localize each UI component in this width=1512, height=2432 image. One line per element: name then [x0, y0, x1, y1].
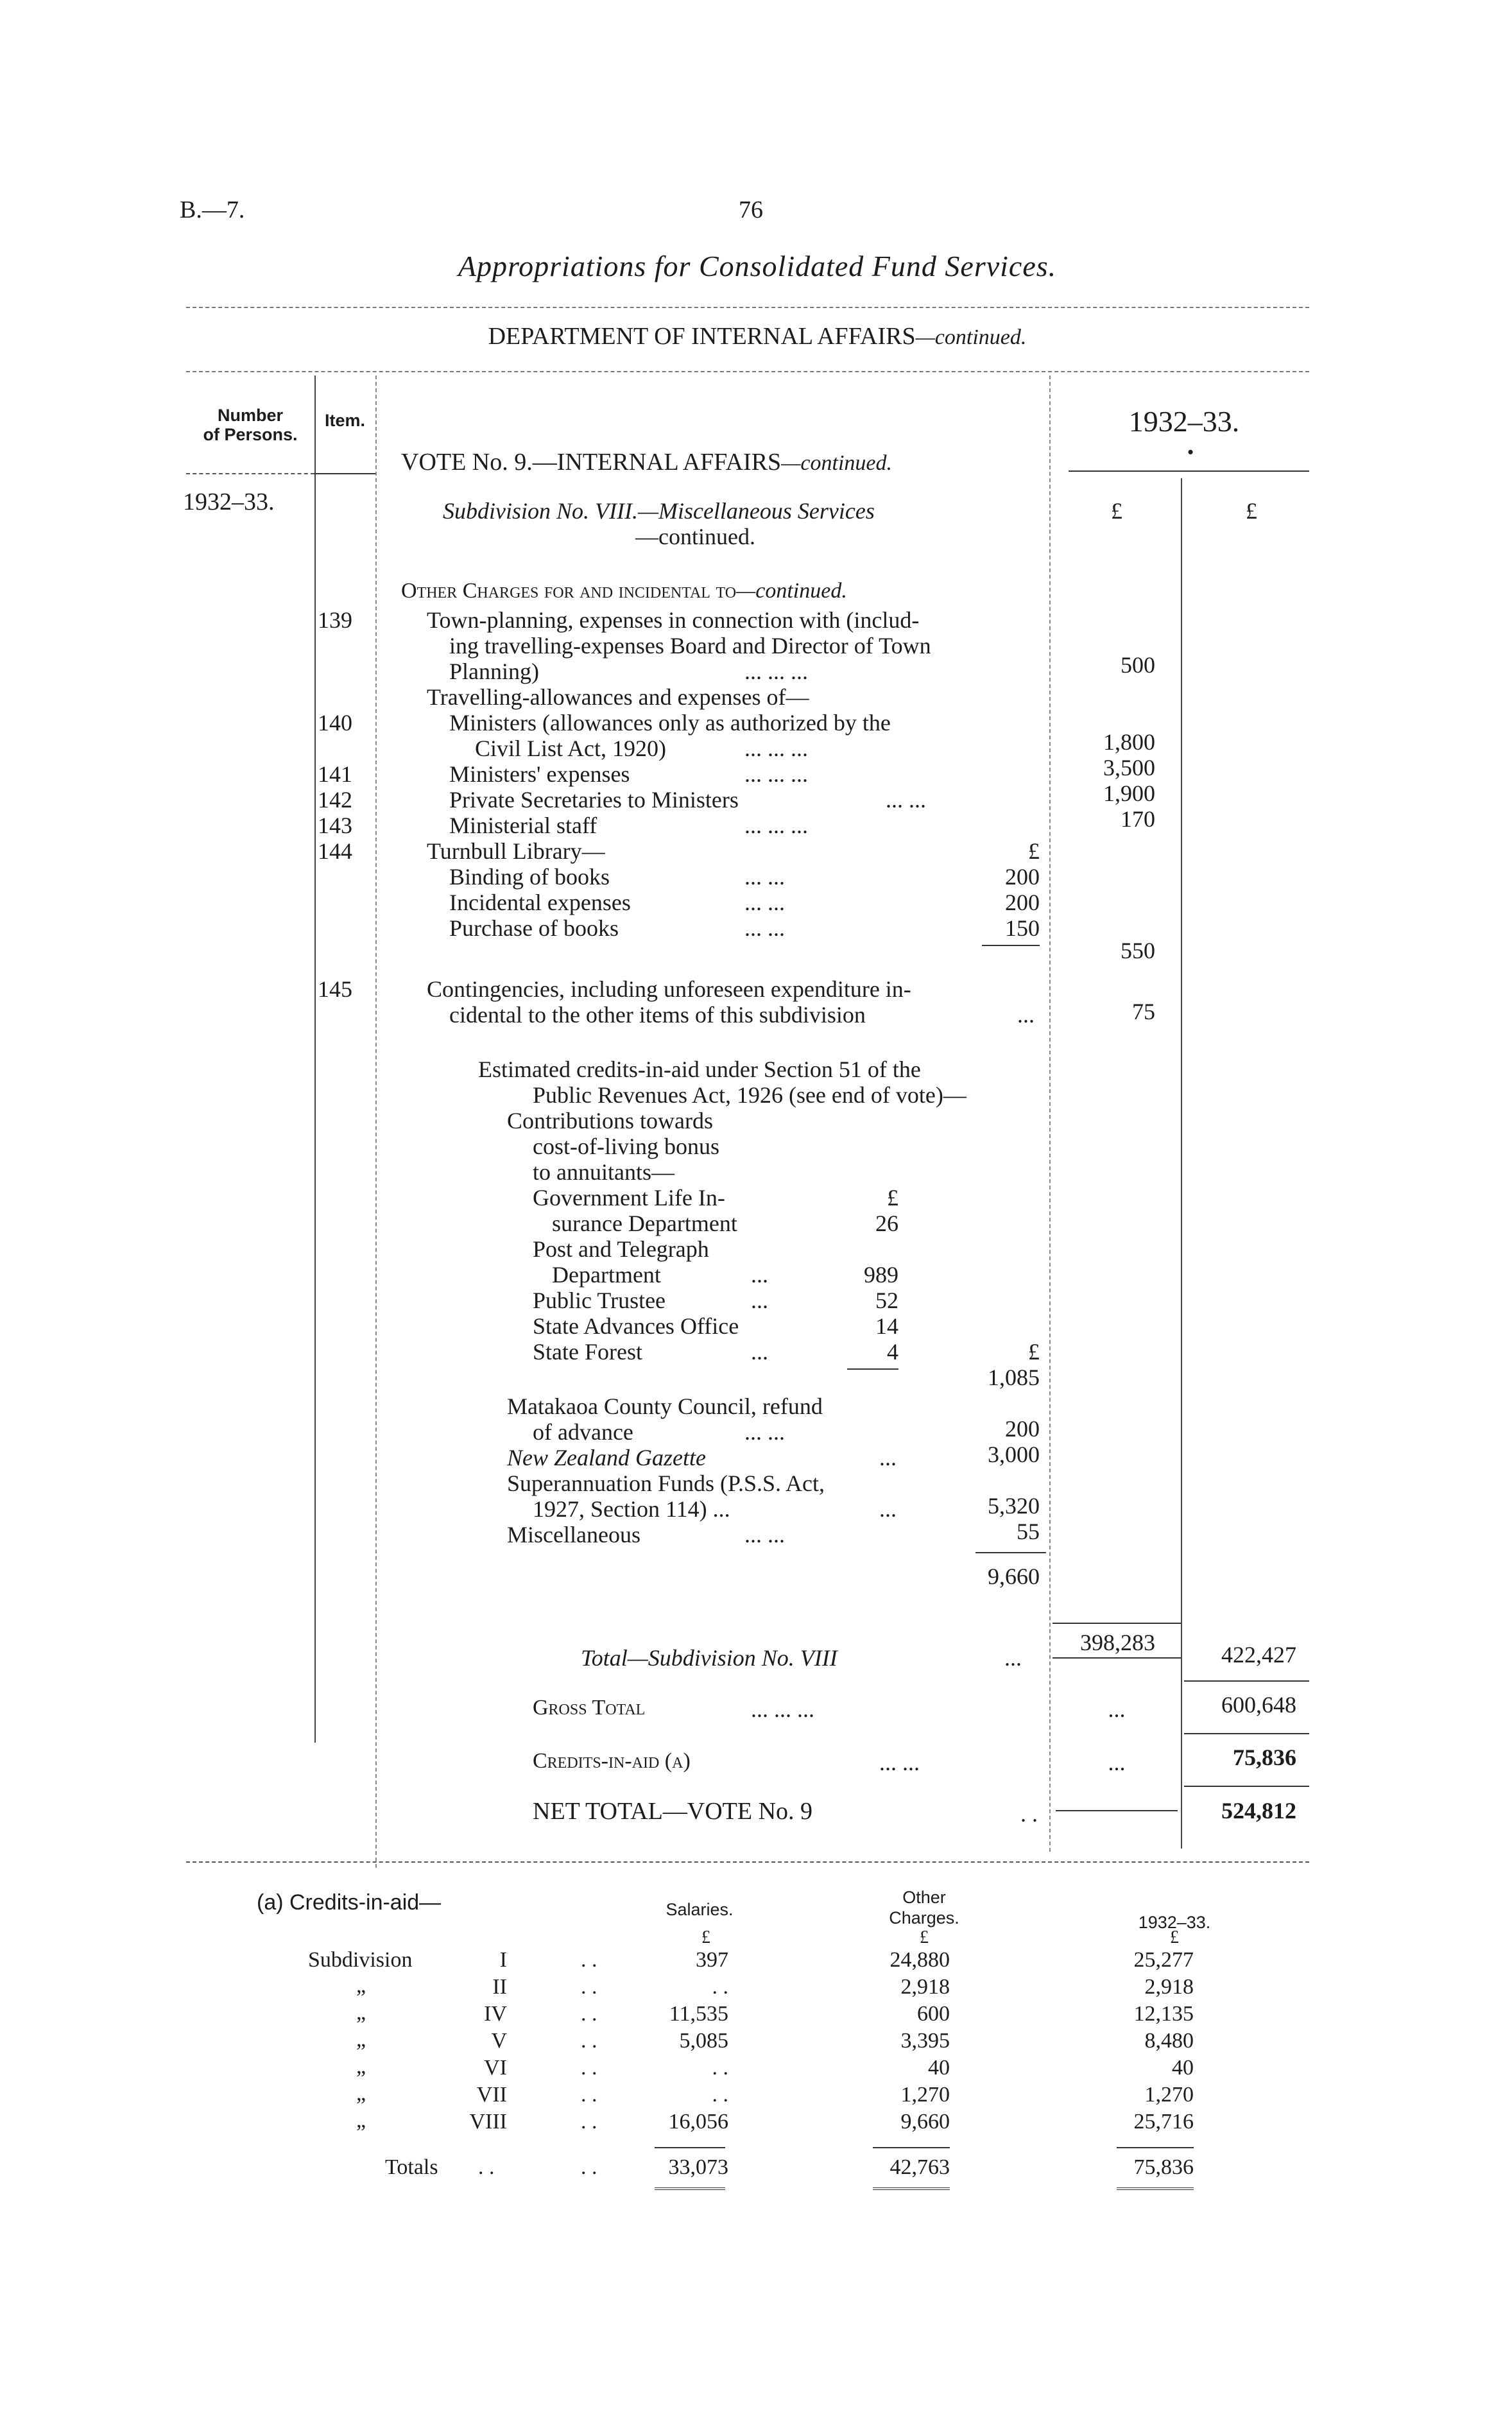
footnote-totals-label: Totals — [385, 2155, 438, 2179]
footnote-row-other-charges: 3,395 — [900, 2029, 950, 2053]
footnote-row-salaries: 5,085 — [679, 2029, 728, 2053]
item-143-amount: 170 — [1121, 806, 1155, 832]
item-142-text: Private Secretaries to Ministers — [449, 787, 739, 813]
item-144-amount: 550 — [1121, 938, 1155, 963]
footnote-row-subdivision: VIII — [469, 2110, 507, 2134]
footnote-col-year: 1932–33. — [1138, 1913, 1211, 1932]
contributions-line3: to annuitants— — [533, 1159, 674, 1185]
footnote-row-dots: . . — [581, 2110, 597, 2134]
footnote-row-other-charges: 600 — [917, 2002, 950, 2026]
item-143-text: Ministerial staff — [449, 813, 597, 838]
nz-gazette-label: New Zealand Gazette — [507, 1445, 706, 1470]
footnote-row-other-charges: 24,880 — [889, 1948, 950, 1972]
footnote-row-other-charges: 9,660 — [900, 2110, 950, 2134]
superannuation-dots: ... — [879, 1496, 897, 1522]
travelling-allowances-heading: Travelling-allowances and expenses of— — [427, 684, 809, 710]
footnote-row-year-total: 40 — [1172, 2056, 1194, 2080]
superannuation-label-line1: Superannuation Funds (P.S.S. Act, — [507, 1470, 825, 1496]
net-total-rule — [1184, 1786, 1309, 1787]
footnote-row-subdivision: I — [499, 1948, 507, 1972]
credits-in-aid-total-label: Credits-in-aid (a) — [533, 1749, 691, 1773]
footnote-col-other-line2: Charges. — [889, 1908, 959, 1927]
matakaoa-amount: 200 — [1005, 1416, 1040, 1442]
footnote-row-dots: . . — [581, 2002, 597, 2026]
net-total-dots: . . — [1020, 1801, 1038, 1827]
item-header: Item. — [324, 411, 366, 430]
contributions-line1: Contributions towards — [507, 1108, 713, 1134]
contributions-total: 1,085 — [988, 1365, 1040, 1390]
footnote-sal-sum-rule — [655, 2147, 725, 2148]
footnote-row-subdivision: VII — [476, 2083, 507, 2107]
footnote-totals-year: 75,836 — [1133, 2155, 1194, 2179]
footnote-row-year-total: 12,135 — [1133, 2002, 1194, 2026]
state-advances-label: State Advances Office — [533, 1313, 739, 1339]
number-of-persons-line1: Number — [217, 406, 283, 425]
credits-total-rule — [975, 1552, 1046, 1553]
post-telegraph-label-line1: Post and Telegraph — [533, 1236, 709, 1262]
footnote-row-salaries: 397 — [696, 1948, 728, 1972]
govt-life-label-line2: surance Department — [552, 1211, 737, 1236]
footnote-row-year-total: 8,480 — [1144, 2029, 1194, 2053]
footnote-row-dots: . . — [581, 2056, 597, 2080]
year-column-header: 1932–33. — [1128, 405, 1240, 438]
other-charges-title: Other Charges for and incidental to — [401, 579, 737, 603]
gross-total-rule — [1184, 1680, 1309, 1682]
subdivision-total-dots: ... — [1004, 1645, 1022, 1671]
matakaoa-label-line1: Matakaoa County Council, refund — [507, 1393, 823, 1419]
item-139-text-line2: ing travelling-expenses Board and Director of Town — [449, 633, 931, 659]
footnote-totals-salaries: 33,073 — [668, 2155, 728, 2179]
footnote-totals-dots-1: . . — [478, 2155, 495, 2179]
net-total-dash-rule — [1056, 1810, 1178, 1811]
item-number-139: 139 — [318, 607, 352, 633]
govt-life-pound-sign: £ — [887, 1185, 898, 1211]
footnote-totals-other: 42,763 — [889, 2155, 950, 2179]
gross-total-label: Gross Total — [533, 1696, 646, 1720]
item-140-leader-dots: ... ... ... — [744, 736, 808, 761]
footnote-row-dots: . . — [581, 1948, 597, 1972]
item-number-140: 140 — [318, 710, 352, 736]
footnote-row-year-total: 25,277 — [1133, 1948, 1194, 1972]
item-143-leader-dots: ... ... ... — [744, 813, 808, 838]
matakaoa-label-line2: of advance — [533, 1419, 633, 1445]
credits-in-aid-rule — [1184, 1733, 1309, 1734]
footnote-row-dots: . . — [581, 2083, 597, 2107]
binding-of-books-label: Binding of books — [449, 864, 610, 890]
footnote-pound-salaries: £ — [701, 1927, 710, 1947]
incidental-expenses-amount: 200 — [1005, 890, 1040, 915]
other-charges-heading — [401, 579, 847, 603]
net-total-label: NET TOTAL—VOTE No. 9 — [533, 1798, 813, 1825]
state-forest-label: State Forest — [533, 1339, 642, 1365]
footnote-row-salaries: 11,535 — [669, 2002, 728, 2026]
footnote-row-year-total: 2,918 — [1144, 1975, 1194, 1999]
footnote-row-subdivision: IV — [484, 2002, 507, 2026]
contributions-subtotal-rule — [847, 1368, 898, 1370]
item-139-amount: 500 — [1121, 652, 1155, 678]
other-charges-sum-rule — [1052, 1623, 1181, 1624]
library-subtotal-rule — [982, 945, 1040, 946]
govt-life-amount: 26 — [875, 1211, 898, 1236]
item-139-text-line3: Planning) — [449, 659, 539, 684]
footnote-yr-sum-rule — [1117, 2147, 1194, 2148]
item-number-142: 142 — [318, 787, 352, 813]
footnote-row-salaries: . . — [712, 2056, 728, 2080]
subdivision-total-label: Total—Subdivision No. VIII — [581, 1645, 838, 1671]
item-140-text-line2: Civil List Act, 1920) — [475, 736, 667, 761]
number-of-persons-line2: of Persons. — [203, 425, 298, 444]
superannuation-amount: 5,320 — [988, 1493, 1040, 1519]
gross-total-mid-dots: ... — [1108, 1696, 1126, 1722]
subdivision-heading-line1: Subdivision No. VIII.—Miscellaneous Services — [443, 498, 875, 524]
footnote-pound-other: £ — [920, 1927, 929, 1947]
persons-year-label: 1932–33. — [183, 488, 275, 515]
contributions-pound-sign: £ — [1028, 1339, 1040, 1365]
footnote-row-subdivision: V — [491, 2029, 507, 2053]
gross-total-amount: 600,648 — [1221, 1692, 1296, 1718]
item-139-text-line1: Town-planning, expenses in connection with (includ- — [427, 607, 920, 633]
credits-heading-line2: Public Revenues Act, 1926 (see end of vote)— — [533, 1082, 966, 1108]
footnote-oc-sum-rule — [873, 2147, 950, 2148]
footnote-subdivision-word: Subdivision — [308, 1948, 413, 1972]
purchase-of-books-dots: ... ... — [744, 915, 785, 941]
item-145-text-line2: cidental to the other items of this subdivision — [449, 1002, 866, 1028]
footnote-row-salaries: 16,056 — [668, 2110, 728, 2134]
footnote-ditto-2: „ — [356, 2001, 366, 2024]
item-number-145: 145 — [318, 976, 352, 1002]
public-trustee-label: Public Trustee — [533, 1288, 666, 1313]
item-139-leader-dots: ... ... ... — [744, 659, 808, 684]
superannuation-label-line2: 1927, Section 114) ... — [533, 1496, 730, 1522]
binding-of-books-amount: 200 — [1005, 864, 1040, 890]
column-rule-persons-item — [314, 375, 316, 1743]
footnote-row-dots: . . — [581, 2029, 597, 2053]
purchase-of-books-amount: 150 — [1005, 915, 1040, 941]
item-141-amount: 3,500 — [1103, 755, 1155, 780]
footnote-row-subdivision: VI — [484, 2056, 507, 2080]
item-140-amount: 1,800 — [1103, 729, 1155, 755]
footnote-row-other-charges: 2,918 — [900, 1975, 950, 1999]
subdivision-heading-line2: —continued. — [635, 524, 755, 549]
footnote-row-dots: . . — [581, 1975, 597, 1999]
pound-sign-total-column: £ — [1246, 498, 1257, 524]
footnote-ditto-1: „ — [356, 1974, 366, 1997]
item-number-144: 144 — [318, 838, 352, 864]
document-reference: B.—7. — [180, 196, 245, 223]
footnote-row-other-charges: 1,270 — [900, 2083, 950, 2107]
pound-sign-amount-column: £ — [1111, 498, 1122, 524]
gross-total-dots: ... ... ... — [751, 1696, 814, 1722]
credits-heading-line1: Estimated credits-in-aid under Section 51 of the — [478, 1056, 921, 1082]
footnote-title: (a) Credits-in-aid— — [257, 1890, 442, 1915]
item-144-text: Turnbull Library— — [427, 838, 605, 864]
subdivision-total-amount: 422,427 — [1221, 1642, 1296, 1668]
page-title: Appropriations for Consolidated Fund Services. — [458, 250, 1057, 282]
subdivision-total-rule — [1052, 1657, 1181, 1659]
credits-in-aid-mid-dots: ... — [1108, 1750, 1126, 1775]
footnote-yr-double-rule — [1117, 2187, 1194, 2190]
department-continued: —continued. — [915, 325, 1027, 349]
item-142-leader-dots: ... ... — [886, 787, 926, 813]
item-142-amount: 1,900 — [1103, 780, 1155, 806]
item-141-text: Ministers' expenses — [449, 761, 630, 787]
footnote-ditto-5: „ — [356, 2082, 366, 2105]
rule-year-head — [1069, 470, 1309, 472]
rule-under-title — [186, 307, 1309, 308]
column-rule-item-text — [375, 375, 377, 1868]
item-number-143: 143 — [318, 813, 352, 838]
net-total-amount: 524,812 — [1221, 1798, 1296, 1824]
footnote-totals-dots-2: . . — [581, 2155, 597, 2179]
footnote-sal-double-rule — [655, 2187, 725, 2190]
number-of-persons-header — [186, 406, 314, 444]
nz-gazette-amount: 3,000 — [988, 1442, 1040, 1467]
other-charges-sum: 398,283 — [1080, 1630, 1155, 1655]
credits-in-aid-total-dots: ... ... — [879, 1750, 920, 1775]
vote-title: VOTE No. 9.—INTERNAL AFFAIRS — [401, 449, 782, 476]
year-column-mark: • — [1187, 443, 1194, 461]
rule-persons-head — [186, 473, 314, 474]
page-number: 76 — [739, 196, 763, 223]
footnote-ditto-4: „ — [356, 2055, 366, 2078]
item-145-text-line1: Contingencies, including unforeseen expenditure in- — [427, 976, 911, 1002]
incidental-expenses-dots: ... ... — [744, 890, 785, 915]
matakaoa-dots: ... ... — [744, 1419, 785, 1445]
miscellaneous-amount: 55 — [1017, 1519, 1040, 1544]
nz-gazette-dots: ... — [879, 1445, 897, 1470]
contributions-line2: cost-of-living bonus — [533, 1134, 719, 1159]
footnote-row-other-charges: 40 — [928, 2056, 950, 2080]
credits-in-aid-total-amount: 75,836 — [1233, 1745, 1296, 1770]
post-telegraph-dots: ... — [751, 1262, 768, 1288]
binding-of-books-dots: ... ... — [744, 864, 785, 890]
column-rule-amount-total — [1181, 478, 1182, 1849]
item-145-leader-dots: ... — [1017, 1002, 1035, 1028]
department-name: DEPARTMENT OF INTERNAL AFFAIRS — [488, 323, 916, 350]
public-trustee-dots: ... — [751, 1288, 768, 1313]
state-forest-dots: ... — [751, 1339, 768, 1365]
footnote-col-other-line1: Other — [902, 1888, 946, 1907]
post-telegraph-amount: 989 — [864, 1262, 898, 1288]
state-advances-amount: 14 — [875, 1313, 898, 1339]
footnote-col-other-charges — [860, 1887, 988, 1928]
footnote-oc-double-rule — [873, 2187, 950, 2190]
rule-under-department — [186, 371, 1309, 372]
miscellaneous-dots: ... ... — [744, 1522, 785, 1548]
public-trustee-amount: 52 — [875, 1288, 898, 1313]
footnote-row-salaries: . . — [712, 2083, 728, 2107]
footnote-row-year-total: 25,716 — [1133, 2110, 1194, 2134]
footnote-pound-year: £ — [1170, 1927, 1179, 1947]
footnote-row-salaries: . . — [712, 1975, 728, 1999]
other-charges-continued: —continued. — [736, 579, 847, 603]
miscellaneous-label: Miscellaneous — [507, 1522, 640, 1548]
purchase-of-books-label: Purchase of books — [449, 915, 619, 941]
incidental-expenses-label: Incidental expenses — [449, 890, 631, 915]
vote-heading — [401, 448, 892, 476]
rule-item-head — [314, 473, 375, 474]
department-heading — [321, 322, 1194, 350]
footnote-ditto-6: „ — [356, 2109, 366, 2132]
post-telegraph-label-line2: Department — [552, 1262, 661, 1288]
vote-continued: —continued. — [781, 451, 892, 475]
footnote-ditto-3: „ — [356, 2028, 366, 2051]
rule-table-bottom — [186, 1861, 1309, 1863]
footnote-row-year-total: 1,270 — [1144, 2083, 1194, 2107]
item-144-pound-sign: £ — [1028, 838, 1040, 864]
item-141-leader-dots: ... ... ... — [744, 761, 808, 787]
item-145-amount: 75 — [1132, 999, 1155, 1024]
item-140-text-line1: Ministers (allowances only as authorized by the — [449, 710, 891, 736]
footnote-row-subdivision: II — [492, 1975, 507, 1999]
column-rule-text-amount — [1049, 375, 1051, 1852]
credits-total: 9,660 — [988, 1564, 1040, 1589]
govt-life-label-line1: Government Life In- — [533, 1185, 725, 1211]
footnote-col-salaries: Salaries. — [666, 1900, 734, 1919]
state-forest-amount: 4 — [887, 1339, 898, 1365]
item-number-141: 141 — [318, 761, 352, 787]
